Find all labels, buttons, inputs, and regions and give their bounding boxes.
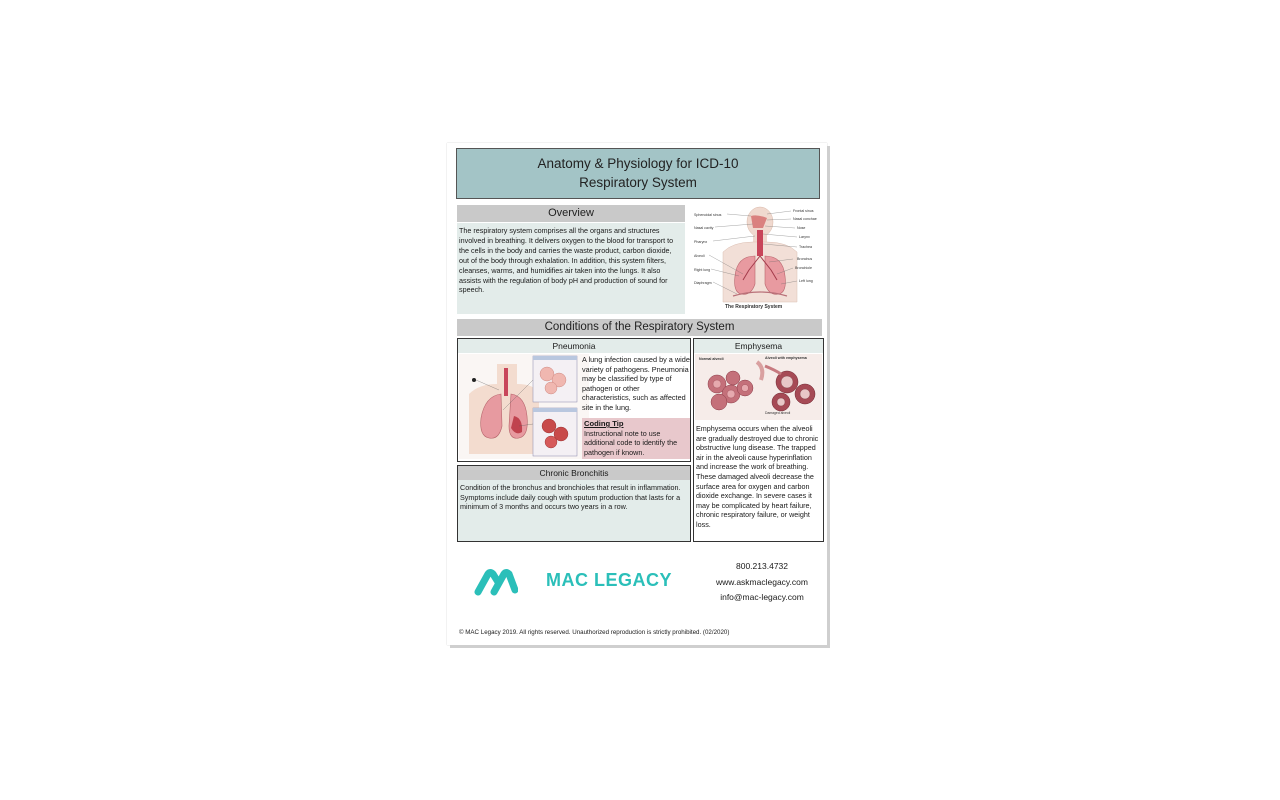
label-pharynx: Pharynx [694, 240, 708, 244]
copyright-notice: © MAC Legacy 2019. All rights reserved. Unauthorized reproduction is strictly prohibited. (02/2020) [459, 629, 730, 636]
title-line-1: Anatomy & Physiology for ICD-10 [537, 156, 739, 171]
contact-info [702, 559, 822, 606]
emphysema-illustration [695, 354, 822, 420]
overview-heading: Overview [457, 205, 685, 222]
pneumonia-text: A lung infection caused by a wide variety of pathogens. Pneumonia may be classified by type of pathogen or other characteristics, such as affected site in the lung. [582, 355, 690, 412]
pneumonia-section [457, 338, 691, 462]
pneumonia-illustration [459, 354, 589, 459]
label-nasal-cavity: Nasal cavity [694, 226, 714, 230]
coding-tip-text: Instructional note to use additional code to identify the pathogen if known. [584, 428, 678, 457]
chronic-bronchitis-text: Condition of the bronchus and bronchioles that result in inflammation. Symptoms include daily cough with sputum production that lasts for a minimum of 3 months and occurs two years in a row. [460, 483, 681, 512]
emphysema-title: Emphysema [694, 339, 823, 353]
coding-tip-box [582, 418, 690, 459]
emphysema-section [693, 338, 824, 542]
document-page [447, 143, 827, 645]
label-larynx: Larynx [799, 235, 810, 239]
label-sphenoidal-sinus: Sphenoidal sinus [694, 213, 722, 217]
document-title [456, 148, 820, 199]
emphysema-label-with: Alveoli with emphysema [765, 356, 807, 360]
chronic-bronchitis-section [457, 465, 691, 542]
email-link[interactable]: info@mac-legacy.com [720, 592, 804, 602]
emphysema-label-damaged: Damaged alveoli [765, 411, 791, 415]
conditions-heading: Conditions of the Respiratory System [457, 319, 822, 336]
label-right-lung: Right lung [694, 268, 711, 272]
label-bronchiole: Bronchiole [795, 266, 812, 270]
label-diaphragm: Diaphragm [694, 281, 712, 285]
label-trachea: Trachea [799, 245, 813, 249]
emphysema-label-normal: Normal alveoli [699, 357, 724, 361]
label-alveoli: Alveoli [694, 254, 705, 258]
label-nasal-conchae: Nasal conchae [793, 217, 817, 221]
coding-tip-title: Coding Tip [584, 419, 624, 428]
respiratory-system-illustration [693, 204, 823, 314]
phone-number: 800.213.4732 [736, 561, 788, 571]
respiratory-figure-caption: The Respiratory System [725, 304, 783, 310]
label-nose: Nose [797, 226, 806, 230]
mac-legacy-logo-icon [474, 568, 518, 596]
label-frontal-sinus: Frontal sinus [793, 209, 814, 213]
brand-name: MAC LEGACY [546, 570, 672, 590]
pneumonia-title: Pneumonia [458, 339, 690, 353]
website-link[interactable]: www.askmaclegacy.com [716, 576, 808, 587]
emphysema-text: Emphysema occurs when the alveoli are gradually destroyed due to chronic obstructive lung disease. The trapped air in the alveoli cause hyperinflation and increase the work of breathing. These damaged alveoli decrease the surface area for oxygen and carbon dioxide exchange. In severe cases it may be complicated by heart failure, chronic respiratory failure, or weight loss. [696, 424, 819, 529]
title-line-2: Respiratory System [579, 175, 697, 190]
label-left-lung: Left lung [799, 279, 813, 283]
chronic-bronchitis-title: Chronic Bronchitis [458, 466, 690, 480]
overview-text: The respiratory system comprises all the organs and structures involved in breathing. It delivers oxygen to the blood for transport to the cells in the body and carries the waste product, carbon dioxide, out of the body through exhalation. In addition, this system filters, cleanses, warms, and humidifies air taken into the lungs. It also assists with the regulation of body pH and production of sound for speech. [457, 223, 685, 314]
label-bronchus: Bronchus [797, 257, 813, 261]
